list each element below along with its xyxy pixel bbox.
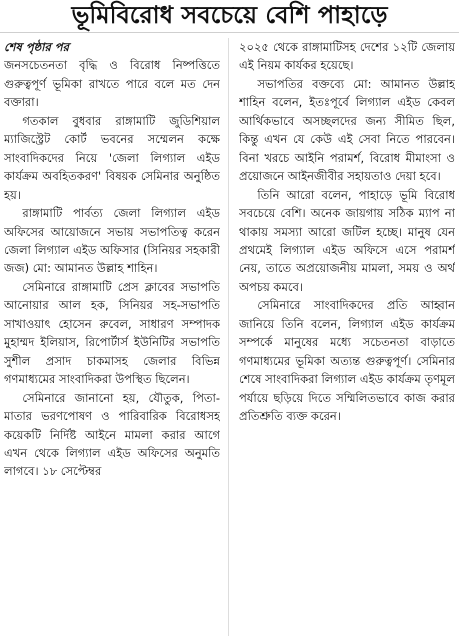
headline: ভূমিবিরোধ সবচেয়ে বেশি পাহাড়ে xyxy=(71,1,388,29)
left-paragraph-5: সেমিনারে জানানো হয়, যৌতুক, পিতা-মাতার ভরণপোষণ ও পারিবারিক বিরোধসহ কয়েকটি নির্দিষ্ট আইনে মামলা করার আগে এখন থেকে লিগ্যাল এইড অফিসের অনুমতি লাগবে। ১৮ সেপ্টেম্বর xyxy=(4,390,220,479)
right-paragraph-1: ২০২৫ থেকে রাঙ্গামাটিসহ দেশের ১২টি জেলায় এই নিয়ম কার্যকর হয়েছে। xyxy=(239,40,455,73)
right-paragraph-2: সভাপতির বক্তব্যে মো: আমানত উল্লাহ শাহিন বলেন, ইতঃপূর্বে লিগ্যাল এইড কেবল আর্থিকভাবে অসচ্ছলদের জন্য সীমিত ছিল, কিন্তু এখন যে কেউ এই সেবা নিতে পারবেন। বিনা খরচে আইনি পরামর্শ, বিরোধ মীমাংসা ও প্রয়োজনে আইনজীবীর সহায়তাও দেয়া হবে। xyxy=(239,76,455,184)
right-paragraph-4: সেমিনারে সাংবাদিকদের প্রতি আহ্বান জানিয়ে তিনি বলেন, লিগ্যাল এইড কার্যক্রম সম্পর্কে মানুষের মধ্যে সচেতনতা বাড়াতে গণমাধ্যমের ভূমিকা অত্যন্ত গুরুত্বপূর্ণ। সেমিনার শেষে সাংবাদিকরা লিগ্যাল এইড কার্যক্রম তৃণমূল পর্যায়ে ছড়িয়ে দিতে সম্মিলিতভাবে কাজ করার প্রতিশ্রুতি ব্যক্ত করেন। xyxy=(239,298,455,424)
headline-bar xyxy=(0,0,459,30)
right-column xyxy=(239,38,455,636)
left-column xyxy=(4,38,220,636)
right-paragraph-3: তিনি আরো বলেন, পাহাড়ে ভূমি বিরোধ সবচেয়ে বেশি। অনেক জায়গায় সঠিক ম্যাপ না থাকায় সমস্যা আরো জটিল হচ্ছে। মানুষ যেন প্রথমেই লিগ্যাল এইড অফিসে এসে পরামর্শ নেয়, তাতে অপ্রয়োজনীয় মামলা, সময় ও অর্থ অপচয় কমবে। xyxy=(239,187,455,294)
column-divider xyxy=(228,38,229,636)
left-paragraph-3: রাঙ্গামাটি পার্বত্য জেলা লিগ্যাল এইড অফিসের আয়োজনে সভায় সভাপতিত্ব করেন জেলা লিগ্যাল এইড অফিসার (সিনিয়র সহকারী জজ) মো: আমানত উল্লাহ শাহিন। xyxy=(4,206,220,276)
left-paragraph-1: জনসচেতনতা বৃদ্ধি ও বিরোধ নিষ্পত্তিতে গুরুত্বপূর্ণ ভূমিকা রাখতে পারে বলে মত দেন বক্তারা। xyxy=(4,58,220,110)
headline-rule xyxy=(0,32,459,33)
left-paragraph-4: সেমিনারে রাঙ্গামাটি প্রেস ক্লাবের সভাপতি আনোয়ার আল হক, সিনিয়র সহ-সভাপতি সাখাওয়াৎ হোসেন রুবেল, সাধারণ সম্পাদক মুহাম্মদ ইলিয়াস, রিপোর্টার্স ইউনিটির সভাপতি সুশীল প্রসাদ চাকমাসহ জেলার বিভিন্ন গণমাধ্যমের সাংবাদিকরা উপস্থিত ছিলেন। xyxy=(4,279,220,387)
left-paragraph-2: গতকাল বুধবার রাঙ্গামাটি জুডিশিয়াল ম্যাজিস্ট্রেট কোর্ট ভবনের সম্মেলন কক্ষে সাংবাদিকদের নিয়ে 'জেলা লিগ্যাল এইড কার্যক্রম অবহিতকরণ' বিষয়ক সেমিনার অনুষ্ঠিত হয়। xyxy=(4,113,220,202)
continuation-kicker: শেষ পৃষ্ঠার পর xyxy=(4,40,69,54)
